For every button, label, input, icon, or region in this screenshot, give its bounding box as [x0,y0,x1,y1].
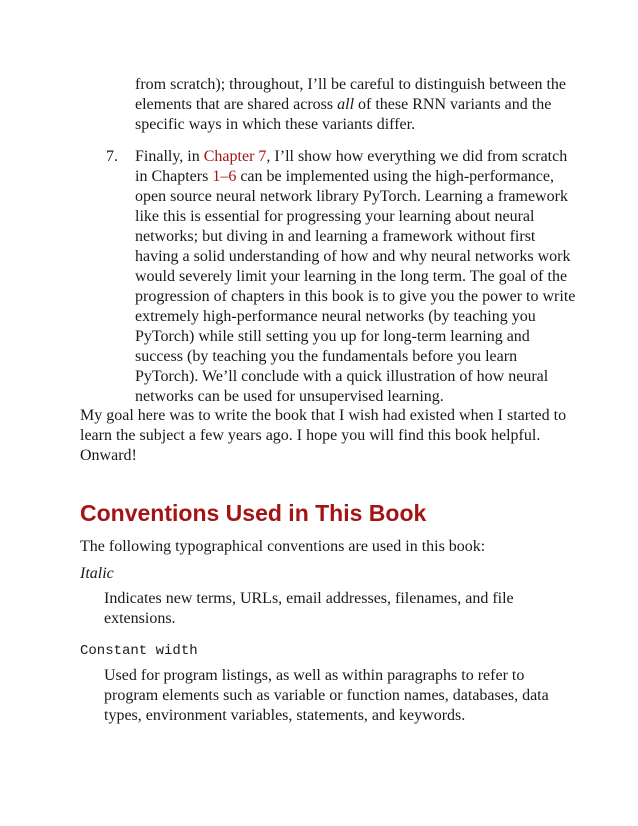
item7-text-1: Finally, in [135,148,204,165]
convention-definition-constant-width: Used for program listings, as well as within paragraphs to refer to program elements such as variable or function names, databases, data types, environment variables, statements, and keywords. [104,667,549,724]
list-item-7 [106,147,576,407]
convention-term-italic: Italic [80,565,114,582]
chapter-7-link[interactable]: Chapter 7 [203,148,267,165]
convention-definition-italic: Indicates new terms, URLs, email addresses, filenames, and file extensions. [104,590,514,627]
chapters-1-6-link[interactable]: 1–6 [212,168,237,185]
section-intro: The following typographical conventions are used in this book: [80,538,486,555]
item7-text-3: can be implemented using the high-performance, open source neural network library PyTorch. Learning a framework like this is essential for progressing your learning about neural networks; but diving in and learning a framework without first having a solid understanding of how and why neural networks work would severely limit your learning in the long term. The goal of the progression of chapters in this book is to give you the power to write extremely high-performance neural networks (by teaching you PyTorch) while still setting you up for long-term learning and success (by teaching you the fundamentals before you learn PyTorch). We’ll conclude with a quick illustration of how neural networks can be used for unsupervised learning. [135,168,576,405]
list-item-6-continuation [135,75,575,135]
list-continuation-text-2: of these RNN variants and the specific ways in which these variants differ. [135,96,552,133]
closing-paragraph: My goal here was to write the book that I wish had existed when I started to learn the subject a few years ago. I hope you will find this book helpful. Onward! [80,407,567,464]
list-continuation-text-1: from scratch); throughout, I’ll be careful to distinguish between the elements that are shared across [135,76,566,113]
section-heading: Conventions Used in This Book [80,500,427,526]
list-item-7-text [135,147,576,407]
list-item-number: 7. [106,148,118,165]
item7-text-2: , I’ll show how everything we did from scratch in Chapters [135,148,568,185]
convention-term-constant-width: Constant width [80,643,198,659]
emphasis-all: all [337,96,355,113]
